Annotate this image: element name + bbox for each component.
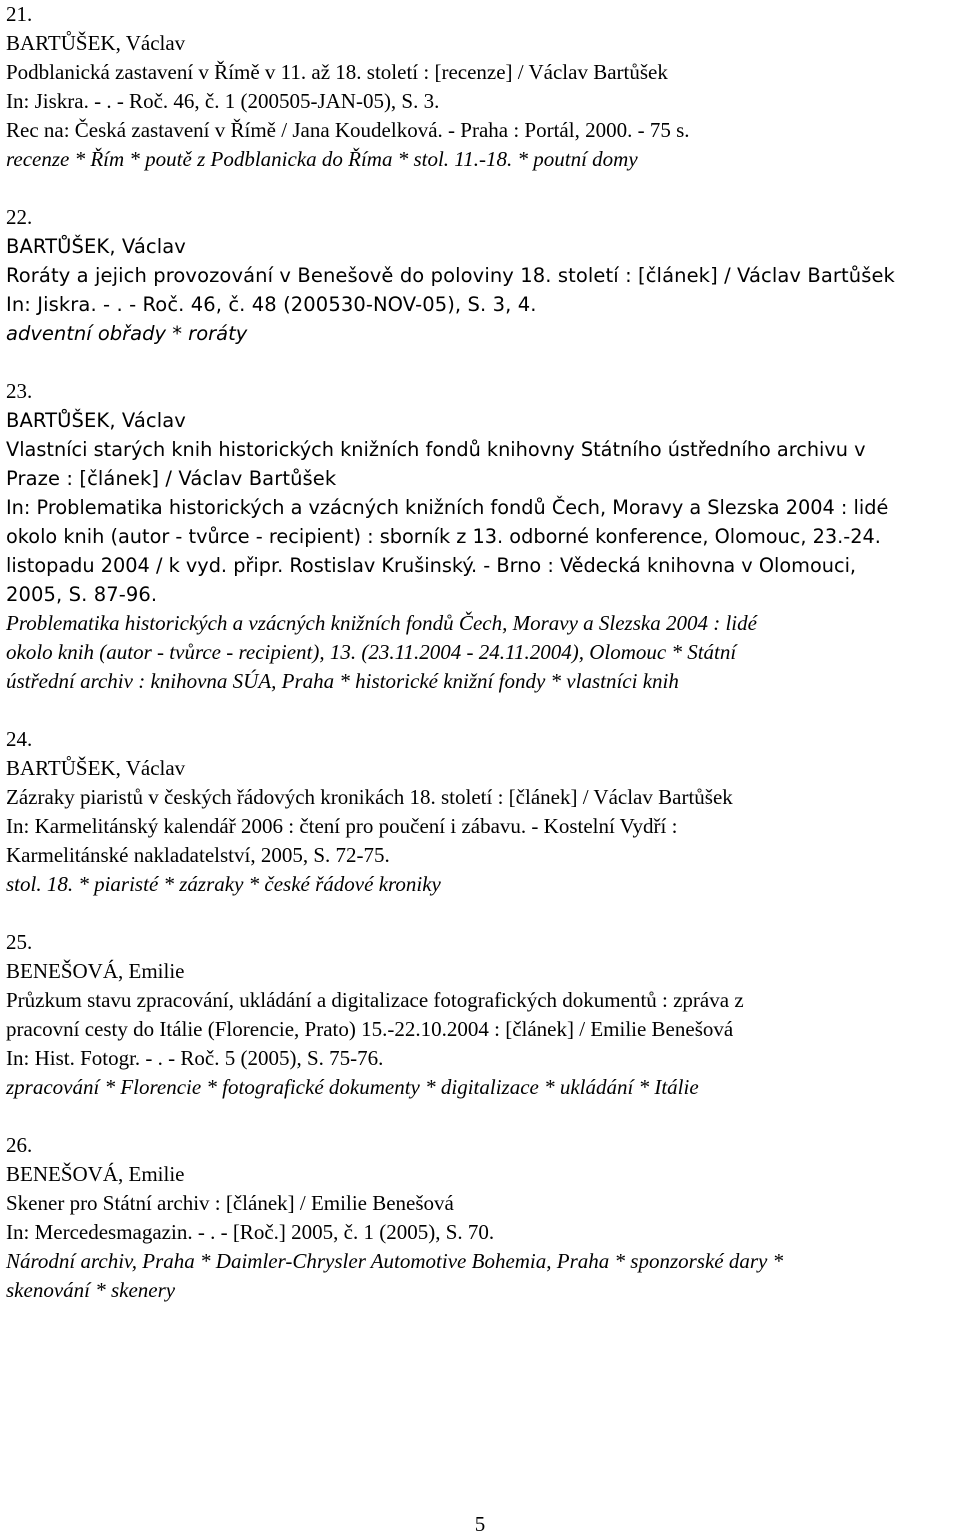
bibliography-entry-24	[6, 725, 956, 899]
entry-title-line: Vlastníci starých knih historických knižních fondů knihovny Státního ústředního archivu v	[6, 438, 866, 461]
entry-source-line: Karmelitánské nakladatelství, 2005, S. 72-75.	[6, 843, 390, 867]
entry-keywords: adventní obřady * roráty	[6, 322, 248, 345]
bibliography-entry-25	[6, 928, 956, 1102]
entry-number: 24.	[6, 727, 33, 751]
bibliography-entry-26	[6, 1131, 956, 1305]
entry-source-line: In: Problematika historických a vzácných knižních fondů Čech, Moravy a Slezska 2004 : lidé	[6, 496, 889, 519]
entry-title: Skener pro Státní archiv : [článek] / Emilie Benešová	[6, 1191, 454, 1215]
entry-keywords-line: Národní archiv, Praha * Daimler-Chrysler Automotive Bohemia, Praha * sponzorské dary *	[6, 1249, 784, 1273]
bibliography-entry-23	[6, 377, 956, 696]
entry-title-line: Praze : [článek] / Václav Bartůšek	[6, 467, 337, 490]
entry-keywords-line: skenování * skenery	[6, 1278, 176, 1302]
entry-author: BENEŠOVÁ, Emilie	[6, 959, 185, 983]
entry-source: In: Mercedesmagazin. - . - [Roč.] 2005, č. 1 (2005), S. 70.	[6, 1220, 495, 1244]
entry-author: BARTŮŠEK, Václav	[6, 31, 186, 55]
entry-title-line: pracovní cesty do Itálie (Florencie, Prato) 15.-22.10.2004 : [článek] / Emilie Benešová	[6, 1017, 734, 1041]
bibliography-entry-21	[6, 0, 956, 174]
bibliography-page	[6, 0, 956, 1334]
entry-source-line: okolo knih (autor - tvůrce - recipient) : sborník z 13. odborné konference, Olomouc, 23.-24.	[6, 525, 881, 548]
entry-keywords-line: okolo knih (autor - tvůrce - recipient), 13. (23.11.2004 - 24.11.2004), Olomouc * Státní	[6, 640, 737, 664]
entry-title: Podblanická zastavení v Římě v 11. až 18. století : [recenze] / Václav Bartůšek	[6, 60, 668, 84]
entry-source-line: listopadu 2004 / k vyd. připr. Rostislav Krušinský. - Brno : Vědecká knihovna v Olomouci,	[6, 554, 857, 577]
page-number: 5	[474, 1512, 486, 1536]
bibliography-entry-22	[6, 203, 956, 348]
entry-keywords: zpracování * Florencie * fotografické dokumenty * digitalizace * ukládání * Itálie	[6, 1075, 699, 1099]
entry-keywords-line: Problematika historických a vzácných knižních fondů Čech, Moravy a Slezska 2004 : lidé	[6, 611, 757, 635]
entry-source: In: Jiskra. - . - Roč. 46, č. 48 (200530-NOV-05), S. 3, 4.	[6, 293, 537, 316]
entry-title: Roráty a jejich provozování v Benešově do poloviny 18. století : [článek] / Václav Bartůšek	[6, 264, 895, 287]
entry-number: 25.	[6, 930, 33, 954]
entry-author: BENEŠOVÁ, Emilie	[6, 1162, 185, 1186]
entry-keywords-line: ústřední archiv : knihovna SÚA, Praha * historické knižní fondy * vlastníci knih	[6, 669, 679, 693]
entry-source: In: Hist. Fotogr. - . - Roč. 5 (2005), S. 75-76.	[6, 1046, 384, 1070]
entry-number: 22.	[6, 205, 33, 229]
entry-source: In: Jiskra. - . - Roč. 46, č. 1 (200505-JAN-05), S. 3.	[6, 89, 440, 113]
entry-note: Rec na: Česká zastavení v Římě / Jana Koudelková. - Praha : Portál, 2000. - 75 s.	[6, 118, 690, 142]
entry-keywords: recenze * Řím * poutě z Podblanicka do Říma * stol. 11.-18. * poutní domy	[6, 147, 638, 171]
entry-source-line: In: Karmelitánský kalendář 2006 : čtení pro poučení i zábavu. - Kostelní Vydří :	[6, 814, 678, 838]
entry-number: 26.	[6, 1133, 33, 1157]
entry-title-line: Průzkum stavu zpracování, ukládání a digitalizace fotografických dokumentů : zpráva z	[6, 988, 744, 1012]
entry-author: BARTŮŠEK, Václav	[6, 409, 186, 432]
entry-keywords: stol. 18. * piaristé * zázraky * české řádové kroniky	[6, 872, 441, 896]
entry-author: BARTŮŠEK, Václav	[6, 756, 186, 780]
entry-title: Zázraky piaristů v českých řádových kronikách 18. století : [článek] / Václav Bartůšek	[6, 785, 733, 809]
entry-number: 23.	[6, 379, 33, 403]
entry-number: 21.	[6, 2, 33, 26]
entry-author: BARTŮŠEK, Václav	[6, 235, 186, 258]
entry-source-line: 2005, S. 87-96.	[6, 583, 158, 606]
